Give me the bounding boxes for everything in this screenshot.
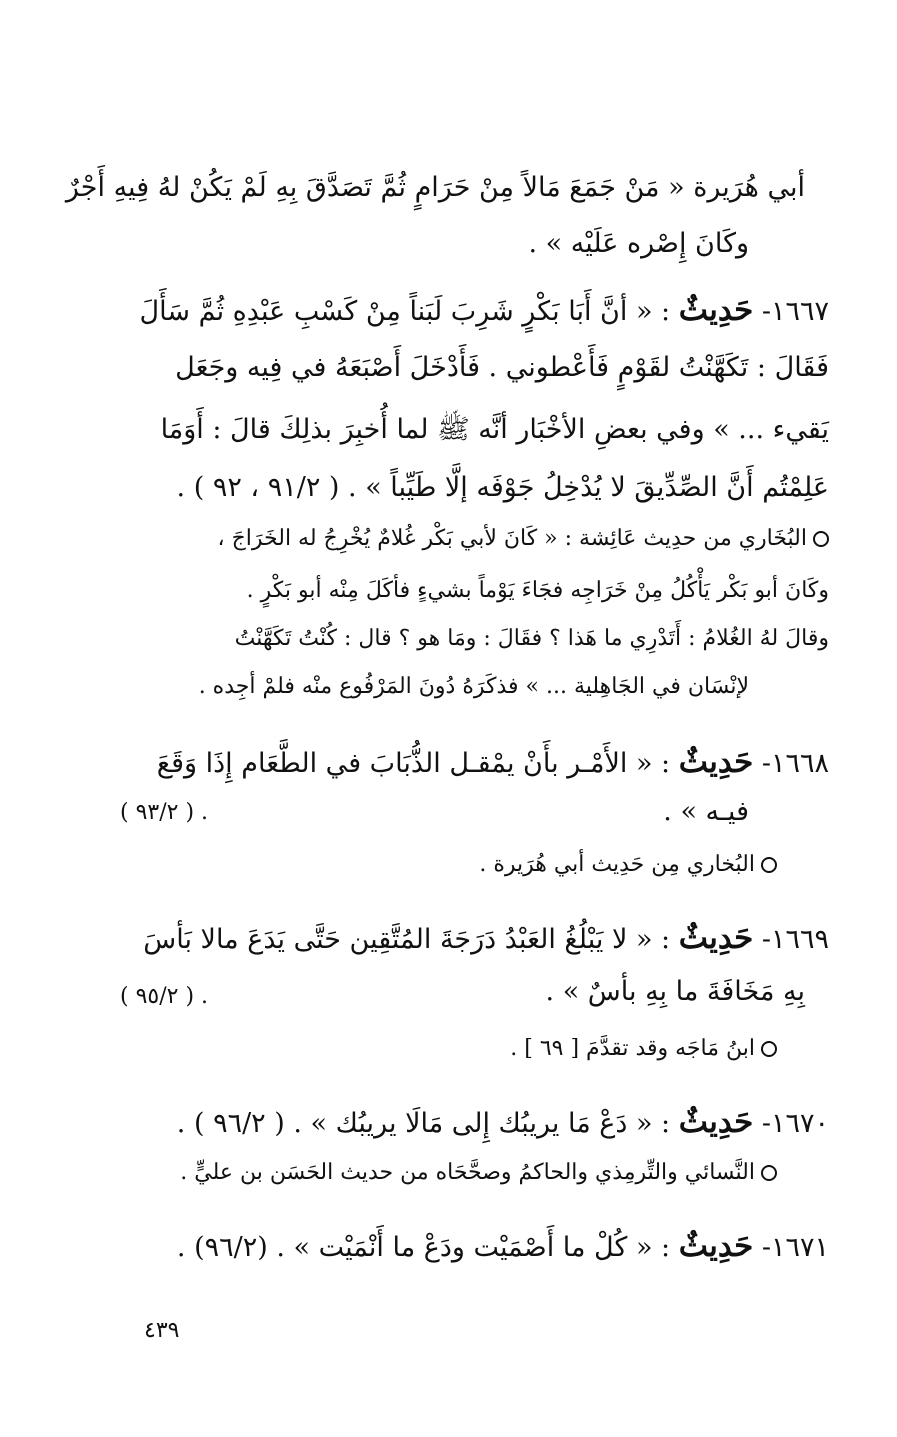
- hadith-1667-note-4: لإنْسَان في الجَاهِلية ... » فذكَرَهُ دُونَ المَرْفُوع منْه فلمْ أجِده .: [198, 674, 749, 699]
- hadith-text: : « أنَّ أَبَا بَكْرٍ شَرِبَ لَبَناً مِنْ كَسْبِ عَبْدِهِ ثُمَّ سَأَلَ: [139, 296, 671, 327]
- hadith-1670-line-1: [177, 1104, 829, 1140]
- hadith-1667-line-2: فَقَالَ : تَكَهَّنْتُ لقَوْمٍ فَأَعْطوني . فَأَدْخَلَ أَصْبَعَهُ في فِيه وجَعَل: [175, 352, 829, 383]
- hadith-1667-line-3: يَقيء ... » وفي بعضِ الأخْبَار أنَّه ﷺ لما أُخبِرَ بذلِكَ قالَ : أَوَمَا: [160, 414, 829, 445]
- hadith-1669-note-1: [510, 1036, 777, 1061]
- hadith-keyword: حَدِيثٌ: [678, 744, 754, 780]
- page-number: ٤٣٩: [144, 1318, 180, 1343]
- hadith-number: ١٦٧١-: [761, 1232, 829, 1263]
- hadith-keyword: حَدِيثٌ: [678, 292, 754, 328]
- hadith-1667-note-2: وكَانَ أبو بَكْر يَأْكُلُ مِنْ خَرَاجِه فجَاءَ يَوْماً بشيءٍ فأكَلَ مِنْه أبو بَكْرٍ .: [246, 578, 829, 603]
- circle-bullet-icon: [813, 531, 829, 547]
- note-text: النَّسائي والتِّرمِذي والحاكمُ وصحَّحَاه من حديث الحَسَن بن عليٍّ .: [180, 1160, 755, 1185]
- hadith-keyword: حَدِيثٌ: [678, 1104, 754, 1140]
- hadith-number: ١٦٦٩-: [761, 924, 829, 955]
- hadith-keyword: حَدِيثٌ: [678, 920, 754, 956]
- hadith-1670-note-1: [180, 1160, 777, 1185]
- note-text: البُخاري مِن حَدِيث أبي هُرَيرة .: [479, 852, 755, 877]
- hadith-text: : « الأَمْـر بأَنْ يمْقـل الذُّبَابَ في الطَّعَام إِذَا وَقَعَ: [156, 748, 671, 779]
- hadith-1667-line-4: عَلِمْتُم أَنَّ الصِّدِّيقَ لا يُدْخِلُ جَوْفَه إلَّا طَيِّباً » . ( ٩١/٢ ، ٩٢ ) .: [176, 472, 829, 503]
- hadith-1667-note-1: [218, 526, 830, 551]
- hadith-1668-reference: . ( ٩٣/٢ ): [120, 800, 209, 825]
- top-line-1: أبي هُرَيرة « مَنْ جَمَعَ مَالاً مِنْ حَرَامٍ ثُمَّ تَصَدَّقَ بِهِ لَمْ يَكُنْ لهُ فِيهِ أَجْرٌ: [65, 172, 805, 203]
- hadith-1671-line-1: [177, 1228, 829, 1264]
- hadith-1668-line-1: [157, 744, 829, 780]
- circle-bullet-icon: [761, 1165, 777, 1181]
- hadith-number: ١٦٧٠-: [761, 1108, 829, 1139]
- hadith-1669-line-2: بِهِ مَخَافَةَ ما بِهِ بأسٌ » .: [545, 976, 805, 1007]
- hadith-keyword: حَدِيثٌ: [678, 1228, 754, 1264]
- hadith-1667-line-1: [140, 292, 829, 328]
- hadith-1668-note-1: [479, 852, 777, 877]
- hadith-number: ١٦٦٧-: [761, 296, 829, 327]
- top-line-2: وكَانَ إِصْره عَلَيْه » .: [528, 228, 749, 259]
- hadith-number: ١٦٦٨-: [761, 748, 829, 779]
- hadith-1667-note-3: وقالَ لهُ الغُلامُ : أَتَدْرِي ما هَذا ؟ فقَالَ : ومَا هو ؟ قال : كُنْتُ تَكَهَّنْتُ: [234, 626, 829, 651]
- circle-bullet-icon: [761, 1041, 777, 1057]
- hadith-1669-line-1: [143, 920, 829, 956]
- note-text: ابنُ مَاجَه وقد تقدَّمَ [ ٦٩ ] .: [510, 1036, 755, 1061]
- circle-bullet-icon: [761, 857, 777, 873]
- hadith-1669-reference: . ( ٩٥/٢ ): [120, 984, 209, 1009]
- note-text: البُخَاري من حدِيث عَائِشة : « كَانَ لأبي بَكْر غُلامٌ يُخْرِجُ له الخَرَاجَ ،: [217, 526, 807, 551]
- hadith-text: : « كُلْ ما أَصْمَيْت ودَعْ ما أَنْمَيْت » . (٩٦/٢) .: [176, 1232, 671, 1263]
- hadith-text: : « دَعْ مَا يريبُك إِلى مَالَا يريبُك » . ( ٩٦/٢ ) .: [176, 1108, 671, 1139]
- hadith-1668-line-2: فيـه » .: [663, 796, 749, 827]
- hadith-text: : « لا يَبْلُغُ العَبْدُ دَرَجَةَ المُتَّقِين حَتَّى يَدَعَ مالا بَأسَ: [143, 924, 671, 955]
